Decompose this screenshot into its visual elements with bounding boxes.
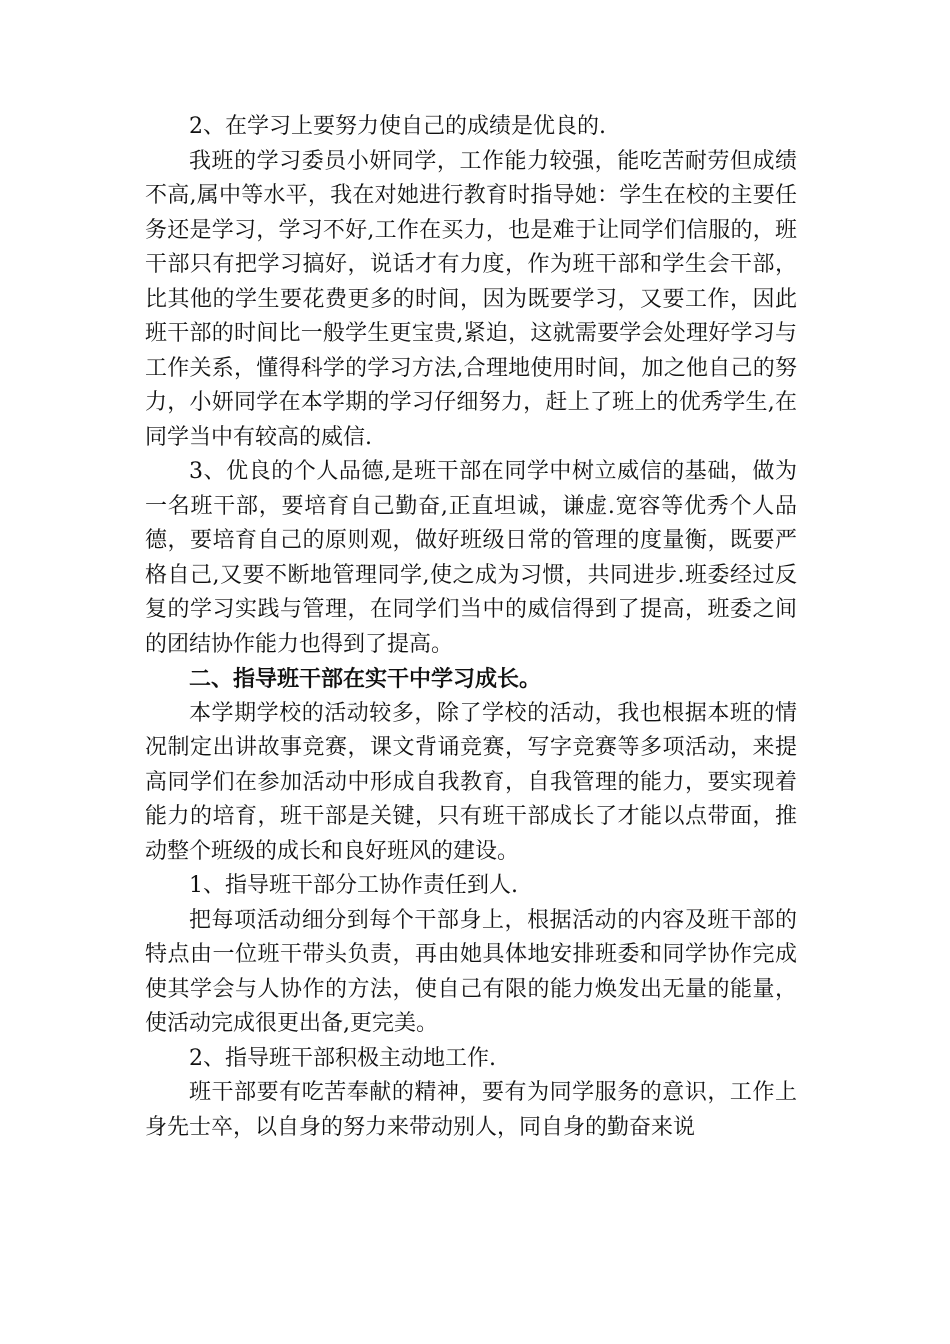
paragraph: 班干部要有吃苦奉献的精神，要有为同学服务的意识，工作上身先士卒，以自身的努力来带动别人，同自身的勤奋来说 <box>145 1080 797 1140</box>
paragraph: 3、优良的个人品德,是班干部在同学中树立威信的基础，做为一名班干部，要培育自己勤奋,正直坦诚，谦虚.宽容等优秀个人品德，要培育自己的原则观，做好班级日常的管理的度量衡，既要严格自己,又要不断地管理同学,使之成为习惯，共同进步.班委经过反复的学习实践与管理，在同学们当中的威信得到了提高，班委之间的团结协作能力也得到了提高。 <box>145 459 797 657</box>
paragraph: 2、指导班干部积极主动地工作. <box>189 1045 496 1071</box>
paragraph: 本学期学校的活动较多，除了学校的活动，我也根据本班的情况制定出讲故事竞赛，课文背诵竞赛，写字竞赛等多项活动，来提高同学们在参加活动中形成自我教育，自我管理的能力，要实现着能力的培育，班干部是关键，只有班干部成长了才能以点带面，推动整个班级的成长和良好班风的建设。 <box>145 700 797 864</box>
document-body <box>145 110 797 1145</box>
paragraph: 我班的学习委员小妍同学，工作能力较强，能吃苦耐劳但成绩不高,属中等水平，我在对她进行教育时指导她：学生在校的主要任务还是学习，学习不好,工作在买力，也是难于让同学们信服的，班干部只有把学习搞好，说话才有力度，作为班干部和学生会干部，比其他的学生要花费更多的时间，因为既要学习，又要工作，因此班干部的时间比一般学生更宝贵,紧迫，这就需要学会处理好学习与工作关系，懂得科学的学习方法,合理地使用时间，加之他自己的努力，小妍同学在本学期的学习仔细努力，赶上了班上的优秀学生,在同学当中有较高的威信. <box>145 148 797 450</box>
paragraph: 1、指导班干部分工协作责任到人. <box>189 873 518 898</box>
section-heading: 二、指导班干部在实干中学习成长。 <box>189 666 542 692</box>
paragraph: 把每项活动细分到每个干部身上，根据活动的内容及班干部的特点由一位班干带头负责，再由她具体地安排班委和同学协作完成使其学会与人协作的方法，使自己有限的能力焕发出无量的能量，使活动完成很更出备,更完美。 <box>145 907 797 1036</box>
paragraph: 2、在学习上要努力使自己的成绩是优良的. <box>189 114 606 139</box>
